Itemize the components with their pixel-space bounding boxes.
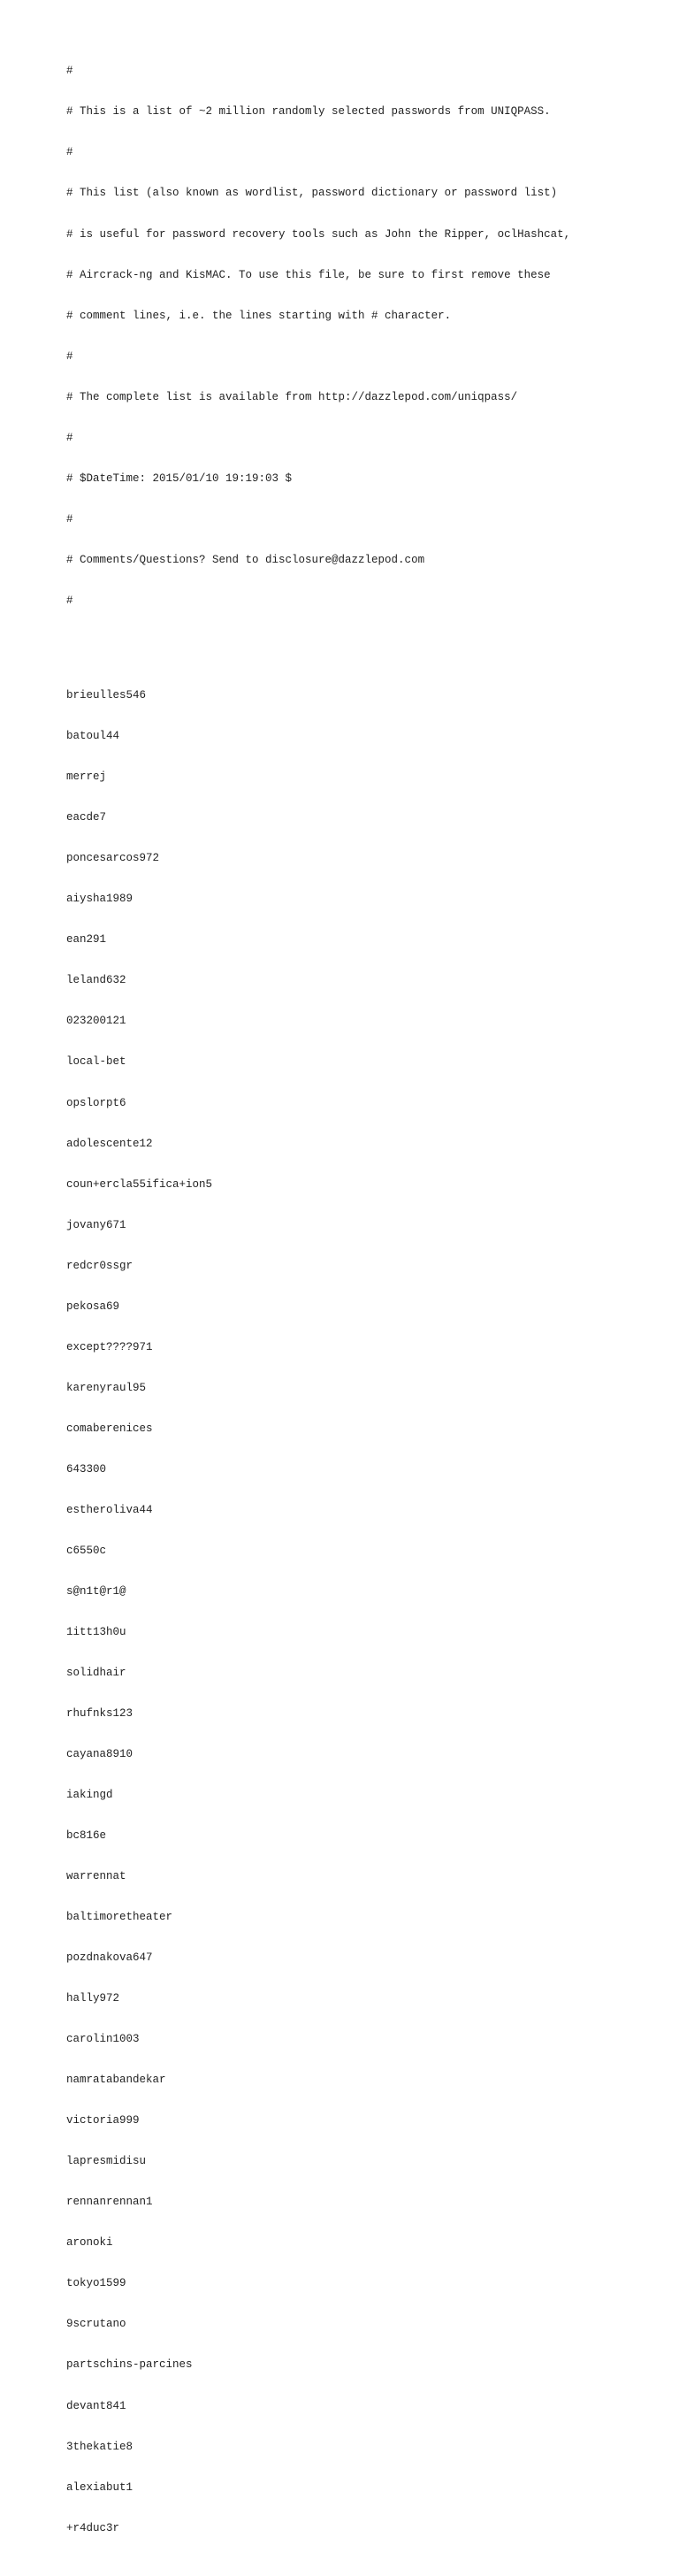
- comment-line: # Aircrack-ng and KisMAC. To use this file, be sure to first remove these: [66, 268, 551, 281]
- password-entry: solidhair: [66, 1666, 126, 1679]
- document-page: [66, 11, 668, 2576]
- password-entry: alexiabut1: [66, 2480, 134, 2494]
- password-entry: comaberenices: [66, 1422, 153, 1435]
- password-entry: merrej: [66, 770, 107, 784]
- password-entry: opslorpt6: [66, 1096, 126, 1109]
- password-entry: partschins-parcines: [66, 2358, 193, 2372]
- password-entry: victoria999: [66, 2114, 140, 2128]
- password-entry: s@n1t@r1@: [66, 1584, 126, 1598]
- password-entry: adolescente12: [66, 1137, 153, 1150]
- password-entry: rhufnks123: [66, 1706, 134, 1720]
- password-entry: ean291: [66, 933, 107, 947]
- comment-line: # Comments/Questions? Send to disclosure@dazzlepod.com: [66, 553, 425, 566]
- password-entry: rennanrennan1: [66, 2196, 153, 2209]
- password-entry: pozdnakova647: [66, 1951, 153, 1965]
- password-entry: 023200121: [66, 1015, 126, 1028]
- password-entry: aiysha1989: [66, 893, 134, 906]
- password-entry: local-bet: [66, 1055, 126, 1069]
- password-entry: iakingd: [66, 1789, 113, 1802]
- password-entry: batoul44: [66, 730, 120, 743]
- password-entry: lapresmidisu: [66, 2155, 147, 2168]
- password-entry: hally972: [66, 1992, 120, 2005]
- password-entry: 1itt13h0u: [66, 1625, 126, 1638]
- password-entry: redcr0ssgr: [66, 1259, 134, 1272]
- comment-line: # This list (also known as wordlist, password dictionary or password list): [66, 187, 558, 200]
- password-entry: namratabandekar: [66, 2074, 166, 2087]
- comment-line: #: [66, 65, 73, 78]
- password-entry: baltimoretheater: [66, 1911, 173, 1924]
- comment-line: # is useful for password recovery tools such as John the Ripper, oclHashcat,: [66, 227, 571, 241]
- password-entry: 9scrutano: [66, 2318, 126, 2331]
- password-entry: warrennat: [66, 1870, 126, 1883]
- comment-line: #: [66, 594, 73, 607]
- comment-header: [66, 38, 668, 635]
- password-entry: except????971: [66, 1340, 153, 1353]
- password-entry: devant841: [66, 2399, 126, 2412]
- password-entry: 3thekatie8: [66, 2440, 134, 2453]
- comment-line: #: [66, 431, 73, 444]
- password-entry: coun+ercla55ifica+ion5: [66, 1177, 213, 1191]
- comment-line: #: [66, 349, 73, 363]
- password-entry: eacde7: [66, 811, 107, 824]
- comment-line: #: [66, 512, 73, 525]
- comment-line: # comment lines, i.e. the lines starting with # character.: [66, 309, 452, 322]
- comment-line: #: [66, 146, 73, 159]
- password-entry: aronoki: [66, 2236, 113, 2250]
- password-entry: bc816e: [66, 1829, 107, 1843]
- password-entry: brieulles546: [66, 689, 147, 702]
- password-entry: poncesarcos972: [66, 852, 160, 865]
- password-entry: carolin1003: [66, 2033, 140, 2046]
- comment-line: # This is a list of ~2 million randomly selected passwords from UNIQPASS.: [66, 105, 551, 119]
- password-entry: jovany671: [66, 1218, 126, 1231]
- password-entry: leland632: [66, 974, 126, 987]
- password-entry: karenyraul95: [66, 1381, 147, 1394]
- password-entry: c6550c: [66, 1544, 107, 1557]
- password-entry: 643300: [66, 1462, 107, 1476]
- password-entry: estheroliva44: [66, 1503, 153, 1516]
- password-entry: +r4duc3r: [66, 2521, 120, 2534]
- password-list: [66, 663, 668, 2563]
- comment-line: # $DateTime: 2015/01/10 19:19:03 $: [66, 472, 293, 485]
- password-entry: cayana8910: [66, 1748, 134, 1760]
- password-entry: pekosa69: [66, 1300, 120, 1313]
- comment-line: # The complete list is available from http://dazzlepod.com/uniqpass/: [66, 390, 518, 403]
- password-entry: tokyo1599: [66, 2277, 126, 2290]
